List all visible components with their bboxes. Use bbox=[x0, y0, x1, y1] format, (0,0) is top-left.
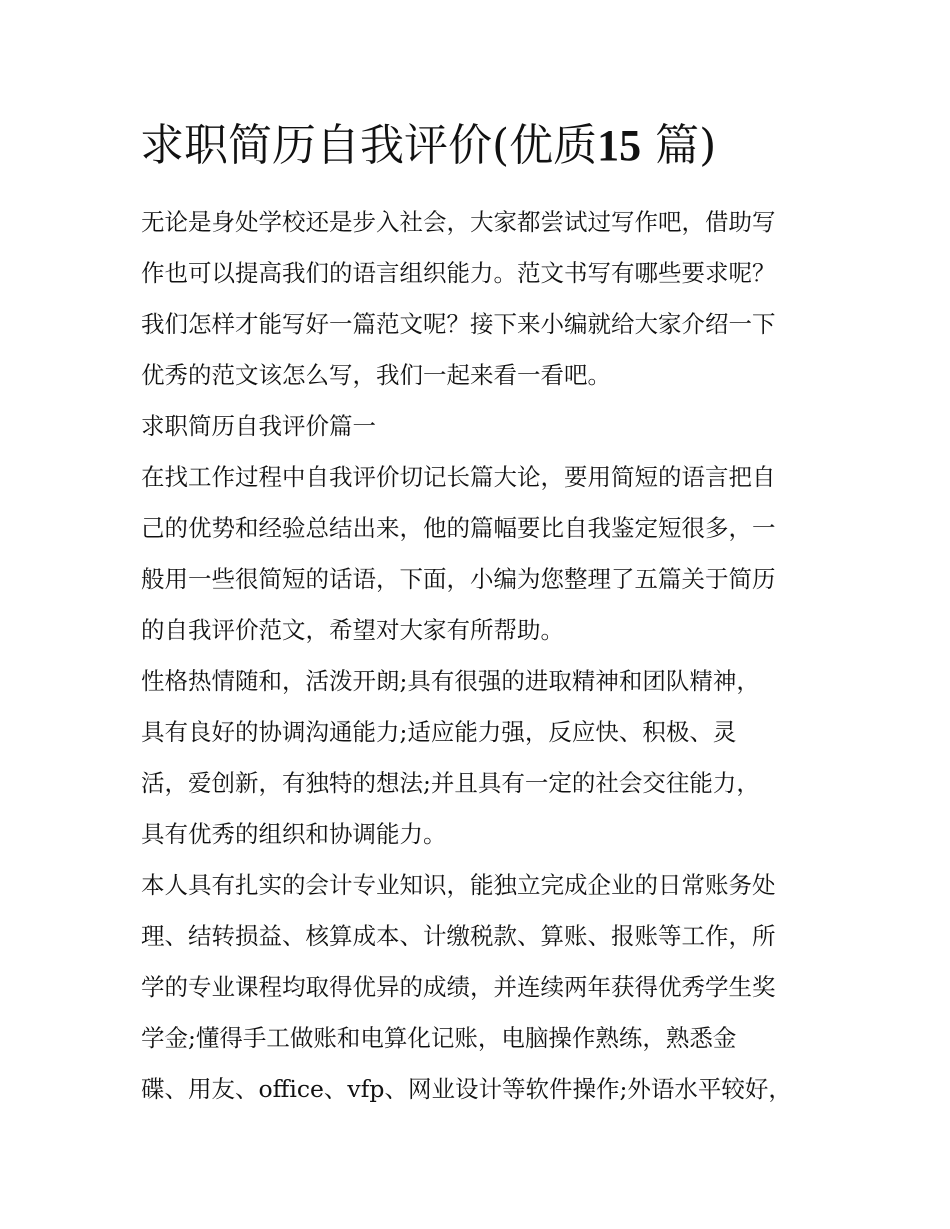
body-line-10: 理、结转损益、核算成本、计缴税款、算账、报账等工作，所 bbox=[141, 922, 776, 950]
body-line-11: 学的专业课程均取得优异的成绩，并连续两年获得优秀学生奖 bbox=[141, 973, 776, 1001]
body-line-13: 碟、用友、office、vfp、网业设计等软件操作;外语水平较好， bbox=[141, 1075, 792, 1103]
intro-line-2: 作也可以提高我们的语言组织能力。范文书写有哪些要求呢？ bbox=[141, 259, 776, 287]
body-line-2: 己的优势和经验总结出来，他的篇幅要比自我鉴定短很多，一 bbox=[141, 514, 776, 542]
body-line-7: 活，爱创新，有独特的想法;并且具有一定的社会交往能力， bbox=[141, 769, 760, 797]
title-number: 15 bbox=[597, 121, 642, 170]
body-line-5: 性格热情随和，活泼开朗;具有很强的进取精神和团队精神， bbox=[141, 667, 760, 695]
body-line-1: 在找工作过程中自我评价切记长篇大论，要用简短的语言把自 bbox=[141, 463, 776, 491]
body-line-12: 学金;懂得手工做账和电算化记账，电脑操作熟练，熟悉金 bbox=[141, 1024, 737, 1052]
intro-line-1: 无论是身处学校还是步入社会，大家都尝试过写作吧，借助写 bbox=[141, 208, 776, 236]
intro-line-3: 我们怎样才能写好一篇范文呢？接下来小编就给大家介绍一下 bbox=[141, 310, 776, 338]
body-line-9: 本人具有扎实的会计专业知识，能独立完成企业的日常账务处 bbox=[141, 871, 776, 899]
body-line-3: 般用一些很简短的话语，下面，小编为您整理了五篇关于简历 bbox=[141, 565, 776, 593]
intro-line-4: 优秀的范文该怎么写，我们一起来看一看吧。 bbox=[141, 361, 611, 389]
section-heading: 求职简历自我评价篇一 bbox=[141, 412, 376, 440]
body-line-6: 具有良好的协调沟通能力;适应能力强，反应快、积极、灵 bbox=[141, 718, 737, 746]
title-prefix: 求职简历自我评价(优质 bbox=[140, 120, 598, 171]
document-title bbox=[140, 116, 716, 176]
body-line-4: 的自我评价范文，希望对大家有所帮助。 bbox=[141, 616, 564, 644]
body-line-8: 具有优秀的组织和协调能力。 bbox=[141, 820, 447, 848]
title-suffix: 篇) bbox=[655, 120, 717, 171]
